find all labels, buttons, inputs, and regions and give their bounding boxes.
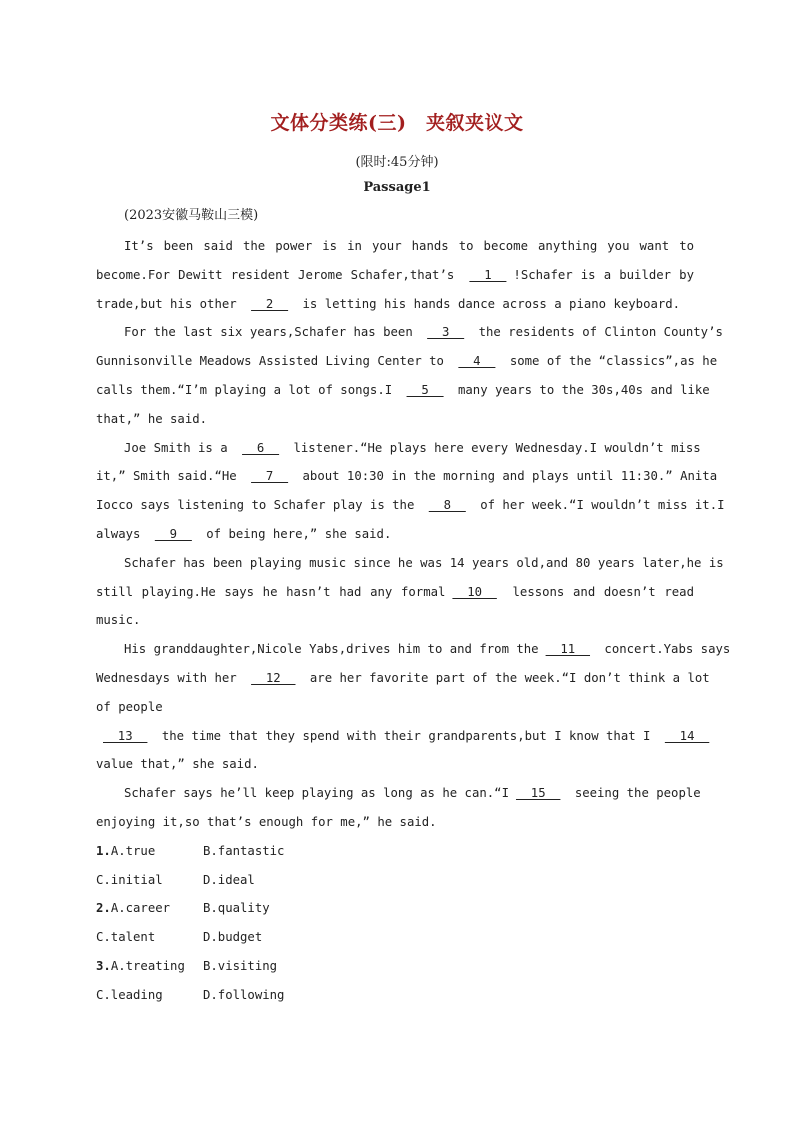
passage-line: His granddaughter,Nicole Yabs,drives him to and from the 11 concert.Yabs says — [124, 639, 694, 659]
question-1-option-a[interactable]: 1.A.true — [96, 844, 156, 858]
question-1-option-d[interactable]: D.ideal — [203, 873, 255, 887]
passage-line: 13 the time that they spend with their grandparents,but I know that I 14 — [96, 726, 694, 746]
source-note: (2023安徽马鞍山三模) — [124, 208, 259, 223]
blank-9: 9 — [154, 527, 192, 541]
question-1-option-b[interactable]: B.fantastic — [203, 844, 285, 858]
passage-line: It’s been said the power is in your hands to become anything you want to — [124, 239, 694, 253]
passage-line: value that,” she said. — [96, 757, 259, 771]
passage-line: calls them.“I’m playing a lot of songs.I 5 many years to the 30s,40s and like — [96, 380, 694, 400]
blank-7: 7 — [251, 469, 289, 483]
passage-line: For the last six years,Schafer has been 3 the residents of Clinton County’s — [124, 322, 694, 342]
passage-line: enjoying it,so that’s enough for me,” he said. — [96, 815, 437, 829]
passage-line: of people — [96, 700, 163, 714]
question-2-option-a[interactable]: 2.A.career — [96, 901, 171, 915]
blank-1: 1 — [469, 268, 507, 282]
blank-6: 6 — [242, 441, 280, 455]
passage-line: Gunnisonville Meadows Assisted Living Center to 4 some of the “classics”,as he — [96, 351, 694, 371]
question-3-option-d[interactable]: D.following — [203, 988, 285, 1002]
passage-line: Joe Smith is a 6 listener.“He plays here every Wednesday.I wouldn’t miss — [124, 438, 694, 458]
passage-line: music. — [96, 613, 141, 627]
blank-5: 5 — [406, 383, 444, 397]
passage-line: it,” Smith said.“He 7 about 10:30 in the morning and plays until 11:30.” Anita — [96, 466, 694, 486]
time-limit: (限时:45分钟) — [355, 155, 439, 170]
blank-10: 10 — [452, 585, 497, 599]
passage-line: always 9 of being here,” she said. — [96, 524, 694, 544]
blank-4: 4 — [458, 354, 496, 368]
passage-line: Wednesdays with her 12 are her favorite part of the week.“I don’t think a lot — [96, 668, 694, 688]
question-2-option-c[interactable]: C.talent — [96, 930, 156, 944]
question-3-option-b[interactable]: B.visiting — [203, 959, 278, 973]
question-1-option-c[interactable]: C.initial — [96, 873, 163, 887]
question-2-option-b[interactable]: B.quality — [203, 901, 270, 915]
blank-8: 8 — [428, 498, 466, 512]
page-title: 文体分类练(三) 夹叙夹议文 — [270, 112, 524, 134]
passage-line: still playing.He says he hasn’t had any formal 10 lessons and doesn’t read — [96, 582, 694, 602]
passage-line: Schafer has been playing music since he was 14 years old,and 80 years later,he is — [124, 556, 724, 570]
blank-13: 13 — [103, 729, 148, 743]
blank-12: 12 — [251, 671, 296, 685]
passage-line: Schafer says he’ll keep playing as long as he can.“I 15 seeing the people — [124, 783, 694, 803]
blank-14: 14 — [664, 729, 710, 743]
blank-3: 3 — [427, 325, 465, 339]
question-2-option-d[interactable]: D.budget — [203, 930, 263, 944]
passage-line: that,” he said. — [96, 412, 208, 426]
blank-15: 15 — [515, 786, 561, 800]
passage-line: trade,but his other 2 is letting his hands dance across a piano keyboard. — [96, 294, 694, 314]
question-3-option-c[interactable]: C.leading — [96, 988, 163, 1002]
passage-line: become.For Dewitt resident Jerome Schafer,that’s 1 !Schafer is a builder by — [96, 265, 694, 285]
blank-11: 11 — [545, 642, 591, 656]
blank-2: 2 — [251, 297, 289, 311]
question-3-option-a[interactable]: 3.A.treating — [96, 959, 185, 973]
passage-title: Passage1 — [363, 180, 431, 195]
passage-line: Iocco says listening to Schafer play is the 8 of her week.“I wouldn’t miss it.I — [96, 495, 694, 515]
